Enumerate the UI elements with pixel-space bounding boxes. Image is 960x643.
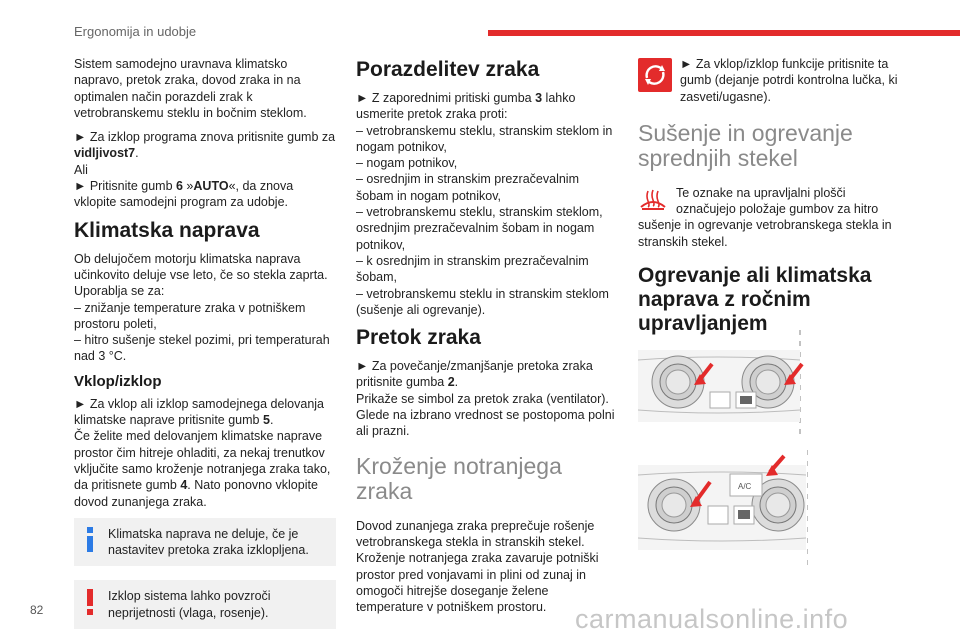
vklop-paragraph: Če želite med delovanjem klimatske naprave prostor čim hitreje ohladiti, za nekaj trenutkov vključite samo kroženje notranjega zraka tako, da pritisnete gumb 4. Nato ponovno vklopite dovod zunanjega zraka. (74, 429, 331, 509)
column-2 (356, 56, 618, 623)
heading-krozenje-notranjega-zraka: Kroženje notranjega zraka (356, 452, 562, 504)
porazdelitev-paragraph: ► Z zaporednimi pritiski gumba 3 lahko usmerite pretok zraka proti: (356, 91, 576, 122)
krozenje-paragraph: Dovod zunanjega zraka preprečuje rošenje vetrobranskega stekla in stranskih stekel. Kroženje notranjega zraka zavaruje potniški prostor pred vonjavami in plini od zunaj in omogoči hitrejše doseganje želene temperature v potniškem prostoru. (356, 518, 599, 615)
heading-klimatska-naprava: Klimatska naprava (74, 218, 260, 242)
front-defrost-icon (638, 187, 668, 213)
intro-paragraph: Sistem samodejno uravnava klimatsko napravo, pretok zraka, dovod zraka in na optimalen način porazdeli zrak k vetrobranskemu steklu in bočnim steklom. (74, 57, 307, 120)
klima-paragraph: Uporablja se za: (74, 284, 165, 299)
control-panel-illustration-bottom (638, 450, 808, 565)
watermark: carmanualsonline.info (575, 604, 849, 634)
porazdelitev-list-item: – osrednjim in stranskim prezračevalnim šobam in nogam potnikov, (356, 172, 579, 203)
recirc-instruction (638, 56, 903, 105)
klima-list-item: – hitro sušenje stekel pozimi, pri temperaturah nad 3 °C. (74, 333, 330, 364)
defrost-instruction (638, 185, 903, 250)
pretok-paragraph: Prikaže se simbol za pretok zraka (ventilator). Glede na izbrano vrednost se postopoma polni ali prazni. (356, 391, 615, 439)
heading-vklop-izklop: Vklop/izklop (74, 372, 162, 390)
porazdelitev-list-item: – vetrobranskemu steklu, stranskim steklom in nogam potnikov, (356, 123, 613, 154)
column-1 (74, 56, 336, 643)
porazdelitev-list-item: – k osrednjim in stranskim prezračevalnim šobam, (356, 253, 589, 285)
info-note: Klimatska naprava ne deluje, če je nastavitev pretoka zraka izklopljena. (74, 518, 336, 567)
ac-button-label: A/C (738, 482, 752, 491)
heading-ogrevanje-rocno: Ogrevanje ali klimatska naprava z ročnim upravljanjem (638, 264, 872, 336)
header-title: Ergonomija in udobje (74, 24, 197, 39)
porazdelitev-list-item: – nogam potnikov, (356, 156, 458, 171)
step-paragraph: ► Pritisnite gumb 6 »AUTO«, da znova vklopite samodejni program za udobje. (74, 179, 294, 210)
warning-icon (84, 589, 96, 615)
heading-porazdelitev-zraka: Porazdelitev zraka (356, 58, 540, 81)
klima-paragraph: Ob delujočem motorju klimatska naprava učinkovito deluje vse leto, če so stekla zaprta. (74, 251, 328, 282)
recirculation-icon (638, 58, 672, 92)
defrost-paragraph: Te oznake na upravljalni plošči označujejo položaje gumbov za hitro sušenje in ogrevanje vetrobranskega stekla in stranskih stekel. (638, 185, 892, 249)
header-accent-bar (488, 30, 960, 36)
porazdelitev-list-item: – vetrobranskemu steklu, stranskim steklom, osrednjim prezračevalnim šobam in nogam potnikov, (356, 205, 603, 252)
warning-note: Izklop sistema lahko povzroči neprijetnosti (vlaga, rosenje). (74, 580, 336, 629)
heading-pretok-zraka: Pretok zraka (356, 326, 481, 350)
heading-susenje-ogrevanje: Sušenje in ogrevanje sprednjih stekel (638, 119, 853, 171)
klima-list-item: – znižanje temperature zraka v potniškem prostoru poleti, (74, 300, 306, 331)
column-3 (638, 56, 903, 344)
pretok-paragraph: ► Za povečanje/zmanjšanje pretoka zraka pritisnite gumba 2. (356, 359, 593, 390)
info-icon (84, 527, 96, 553)
page-number: 82 (30, 603, 44, 617)
porazdelitev-list-item: – vetrobranskemu steklu in stranskim steklom (sušenje ali ogrevanje). (356, 286, 609, 317)
vklop-paragraph: ► Za vklop ali izklop samodejnega delovanja klimatske naprave pritisnite gumb 5. (74, 396, 325, 428)
step-paragraph: ► Za izklop programa znova pritisnite gumb za vidljivost7. (74, 130, 336, 161)
recirc-paragraph: ► Za vklop/izklop funkcije pritisnite ta gumb (dejanje potrdi kontrolna lučka, ki zasveti/ugasne). (680, 57, 898, 104)
ali-text: Ali (74, 162, 88, 177)
control-panel-illustration-top (638, 330, 808, 440)
